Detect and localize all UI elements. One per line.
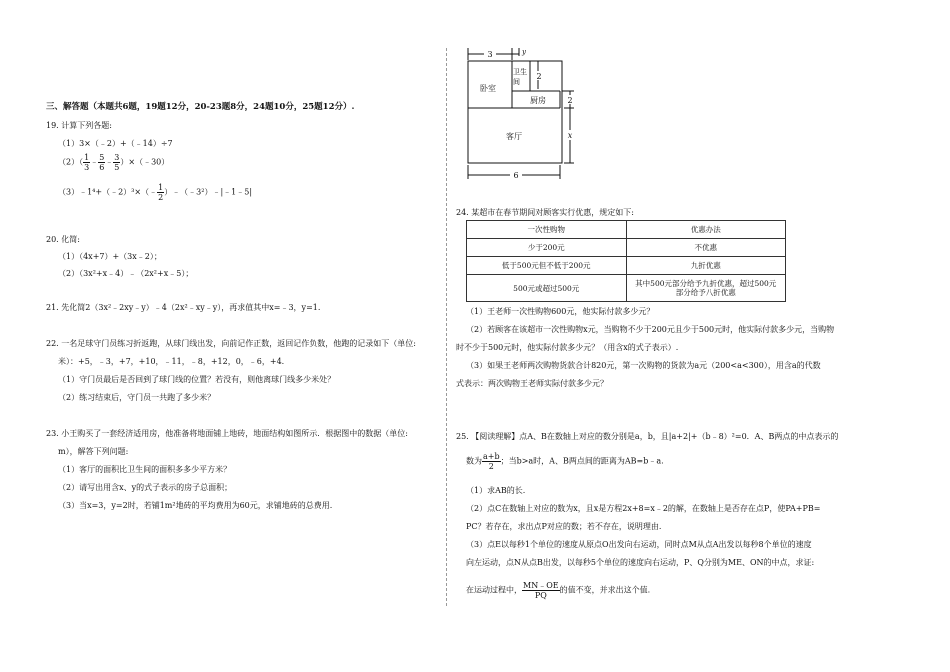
q25-part3-line3: 在运动过程中， $\frac{MN﹣OE}{PQ}$ 的值不变，并求出这个值. xyxy=(466,581,651,600)
ratio-fraction: $\frac{MN﹣OE}{PQ}$ xyxy=(523,581,559,600)
bedroom-label: 卧室 xyxy=(480,84,496,93)
table-cell: 500元或超过500元 xyxy=(467,275,627,302)
q22-part2: （2）练习结束后，守门员一共跑了多少米？ xyxy=(58,393,216,402)
q23-line2: m），解答下列问题: xyxy=(58,447,129,456)
q19-part2: （2）（ $\frac{1}{3}$ ﹣ $\frac{5}{6}$ ﹣ $\frac{3}{5}$ ）×（﹣30） xyxy=(58,153,170,172)
dim-x-label: x xyxy=(567,131,573,140)
house-outline xyxy=(468,61,562,163)
q24-part3-line2: 式表示：两次购物王老师实际付款多少元？ xyxy=(456,379,608,388)
q25-line2: 数为 $\frac{a+b}{2}$ ；当b>a时，A、B两点间的距离为AB=b﹣a. xyxy=(466,452,664,471)
q23-line1: 23. 小王购买了一套经济适用房，他准备将地面铺上地砖，地面结构如图所示．根据图中的数据（单位: xyxy=(46,429,408,438)
q20-title: 20. 化简: xyxy=(46,235,80,244)
q24-part1: （1）王老师一次性购物600元，他实际付款多少元？ xyxy=(466,307,655,316)
q24-title: 24. 某超市在春节期间对顾客实行优惠，规定如下: xyxy=(456,208,634,217)
table-row xyxy=(467,239,786,257)
section-heading: 三、解答题（本题共6题，19题12分，20-23题8分，24题10分，25题12分）. xyxy=(46,102,355,112)
dim-y-label: y xyxy=(522,48,526,56)
q19-part3: （3）﹣1⁴+（﹣2）³×（﹣ $\frac{1}{2}$ ）﹣（﹣3²）﹣|﹣1﹣5| xyxy=(58,183,253,202)
dim-bottom-label: 6 xyxy=(513,171,519,180)
table-row xyxy=(467,275,786,302)
q24-part3-line1: （3）如果王老师两次购物货款合计820元，第一次购物的货款为a元（200<a<300），用含a的代数 xyxy=(466,361,821,370)
bathroom-label-1: 卫生 xyxy=(513,68,527,76)
q22-line1: 22. 一名足球守门员练习折返跑，从球门线出发，向前记作正数，返回记作负数，他跑的记录如下（单位: xyxy=(46,339,416,348)
bathroom-label-2: 间 xyxy=(513,78,520,86)
q24-part2-line1: （2）若顾客在该超市一次性购物x元，当购物不少于200元且少于500元时，他实际付款多少元，当购物 xyxy=(466,325,835,334)
q25-part2-line2: PC？若存在，求出点P对应的数；若不存在，说明理由. xyxy=(466,522,662,531)
q25-part3-line2: 向左运动，点N从点B出发，以每秒5个单位的速度向右运动，P、Q分别为ME、ON的中点，求证: xyxy=(466,558,815,567)
q20-part1: （1）（4x+7）+（3x﹣2）； xyxy=(58,252,162,261)
table-cell: 少于200元 xyxy=(467,239,627,257)
fraction: $\frac{1}{2}$ xyxy=(158,183,164,202)
kitchen-label: 厨房 xyxy=(530,96,546,105)
dim-2b-label: 2 xyxy=(567,96,573,105)
living-room-label: 客厅 xyxy=(506,132,522,141)
column-divider xyxy=(446,48,447,606)
q23-part2: （2）请写出用含x、y的式子表示的房子总面积； xyxy=(58,483,233,492)
q25-line1: 25. 【阅读理解】点A、B在数轴上对应的数分别是a，b，且|a+2|+（b﹣8）²=0．A、B两点的中点表示的 xyxy=(456,432,839,441)
table-cell: 其中500元部分给予九折优惠，超过500元部分给予八折优惠 xyxy=(626,275,786,302)
discount-table xyxy=(466,220,786,302)
q25-part1: （1）求AB的长. xyxy=(466,486,526,495)
q25-part2-line1: （2）点C在数轴上对应的数为x，且x是方程2x+8=x﹣2的解，在数轴上是否存在点P，使PA+PB= xyxy=(466,504,821,513)
floor-plan-diagram xyxy=(456,44,586,184)
q23-part1: （1）客厅的面积比卫生间的面积多多少平方米？ xyxy=(58,465,232,474)
fraction: $\frac{3}{5}$ xyxy=(114,153,120,172)
dim-2a-label: 2 xyxy=(536,72,542,81)
q22-part1: （1）守门员最后是否回到了球门线的位置？若没有，则他离球门线多少米处？ xyxy=(58,375,336,384)
table-header: 优惠办法 xyxy=(626,221,786,239)
table-cell: 九折优惠 xyxy=(626,257,786,275)
table-header: 一次性购物 xyxy=(467,221,627,239)
q19-part1: （1）3×（﹣2）+（﹣14）÷7 xyxy=(58,139,173,148)
fraction: $\frac{5}{6}$ xyxy=(99,153,105,172)
q23-part3: （3）当x=3，y=2时，若铺1m²地砖的平均费用为60元，求铺地砖的总费用. xyxy=(58,501,333,510)
midpoint-fraction: $\frac{a+b}{2}$ xyxy=(483,452,500,471)
q25-part3-line1: （3）点E以每秒1个单位的速度从原点O出发向右运动，同时点M从点A出发以每秒8个单位的速度 xyxy=(466,540,812,549)
q20-part2: （2）（3x²+x﹣4）﹣（2x²+x﹣5）； xyxy=(58,269,194,278)
dim-top-label: 3 xyxy=(487,50,493,59)
q24-part2-line2: 时不少于500元时，他实际付款多少元？（用含x的式子表示）. xyxy=(456,343,679,352)
q19-title: 19. 计算下列各题: xyxy=(46,121,112,130)
table-cell: 不优惠 xyxy=(626,239,786,257)
table-header-row xyxy=(467,221,786,239)
q22-line2: 米）：+5，﹣3，+7，+10，﹣11，﹣8，+12，0，﹣6，+4. xyxy=(58,357,285,366)
table-cell: 低于500元但不低于200元 xyxy=(467,257,627,275)
fraction: $\frac{1}{3}$ xyxy=(84,153,90,172)
table-row xyxy=(467,257,786,275)
q21-text: 21. 先化简2（3x²﹣2xy﹣y）﹣4（2x²﹣xy﹣y），再求值其中x=﹣3，y=1. xyxy=(46,303,321,312)
